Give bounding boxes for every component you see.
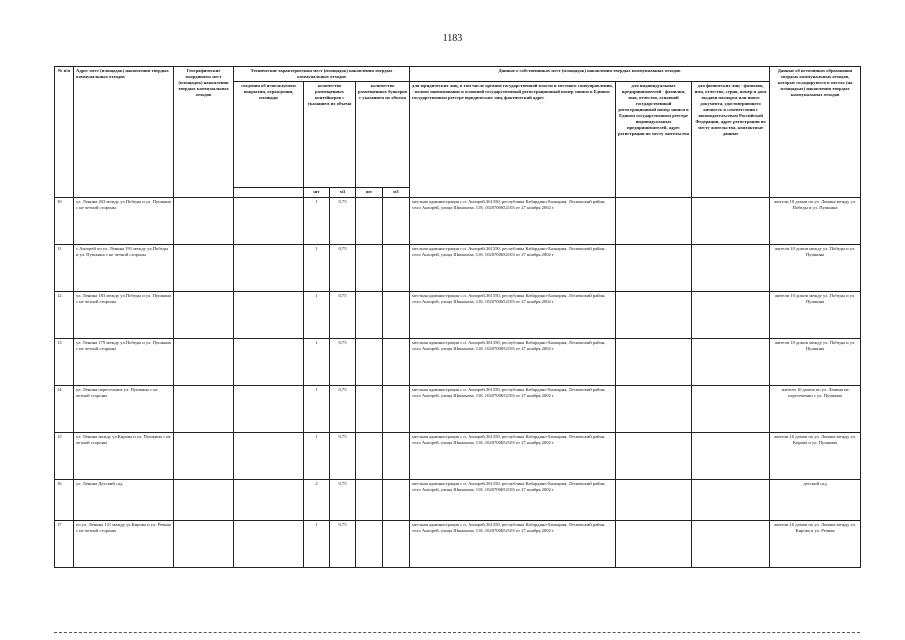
row-owner-ip: [616, 244, 692, 291]
row-owner-phys: [692, 520, 770, 567]
row-count: 1: [304, 197, 330, 244]
row-count: 1: [304, 432, 330, 479]
row-owner-ip: [616, 197, 692, 244]
row-address: ул. Ленина 203 между ул.Победы и ул. Пушкина с не четной стороны: [74, 197, 174, 244]
col-cover-unit: [234, 187, 304, 197]
row-bunker-count: [356, 244, 383, 291]
row-geo: [174, 479, 234, 520]
row-geo: [174, 520, 234, 567]
col-geo-header: Географические координаты мест (площадок) накопления твердых коммунальных отходов: [174, 67, 234, 198]
row-bunker-count: [356, 520, 383, 567]
row-owner-legal: местная администрация с.п. Анзорей,361350, республика Кабардино-Балкария, Лескенский район, село Анзорей, улица Шинахова, 118, 1020700652103 от 27 ноября 2002 г: [410, 197, 616, 244]
row-sources: жители 10 домов по ул. Ленина между ул. Кирова и ул. Речная: [770, 520, 861, 567]
row-volume: 0,75: [330, 432, 356, 479]
row-sources: жители 10 домов по ул. Ленина на пересечении с ул. Пушкина: [770, 385, 861, 432]
row-num: 12: [55, 291, 74, 338]
col-sources-header: Данные об источниках образования твердых коммунальных отходов, которые складируются в местах (на площадках) накопления твердых коммунальных отходов: [770, 67, 861, 198]
row-owner-legal: местная администрация с.п. Анзорей,361350, республика Кабардино-Балкария, Лескенский район, село Анзорей, улица Шинахова, 118, 1020700652103 от 27 ноября 2002 г: [410, 338, 616, 385]
row-num: 15: [55, 432, 74, 479]
row-address: ул. Ленина Детский сад: [74, 479, 174, 520]
row-bunker-volume: [383, 244, 410, 291]
row-volume: 0,75: [330, 244, 356, 291]
row-cover: [234, 244, 304, 291]
row-bunker-volume: [383, 291, 410, 338]
row-bunker-volume: [383, 385, 410, 432]
table-row: [55, 197, 861, 244]
row-bunker-volume: [383, 520, 410, 567]
row-bunker-count: [356, 479, 383, 520]
col-owner-phys-header: для физических лиц - фамилия, имя, отчество, серия, номер и дата выдачи паспорта или иного документа, удостоверяющего личность в соответствии с законодательством Российской Федерации, адрес регистрации по месту жительства, контактные данные: [692, 81, 770, 197]
row-owner-legal: местная администрация с.п. Анзорей,361350, республика Кабардино-Балкария, Лескенский район, село Анзорей, улица Шинахова, 118, 1020700652103 от 27 ноября 2002 г: [410, 291, 616, 338]
row-bunker-count: [356, 385, 383, 432]
table-row: [55, 291, 861, 338]
col-bunker-unit-pcs: шт: [356, 187, 383, 197]
row-cover: [234, 432, 304, 479]
row-cover: [234, 338, 304, 385]
row-bunker-volume: [383, 479, 410, 520]
row-owner-phys: [692, 479, 770, 520]
row-sources: жители 10 домов между ул. Победы и ул. Пушкина: [770, 338, 861, 385]
row-owner-ip: [616, 291, 692, 338]
row-bunker-volume: [383, 197, 410, 244]
row-geo: [174, 244, 234, 291]
row-sources: жители 10 домов между ул. Победы и ул. Пушкина: [770, 291, 861, 338]
row-volume: 0,75: [330, 338, 356, 385]
row-cover: [234, 479, 304, 520]
table-row: [55, 244, 861, 291]
col-count-unit-m3: м3: [330, 187, 356, 197]
table-row: [55, 520, 861, 567]
row-geo: [174, 432, 234, 479]
row-owner-legal: местная администрация с.п. Анзорей,361350, республика Кабардино-Балкария, Лескенский район, село Анзорей, улица Шинахова, 118, 1020700652103 от 27 ноября 2002 г: [410, 479, 616, 520]
row-owner-ip: [616, 432, 692, 479]
row-count: 1: [304, 291, 330, 338]
table-row: [55, 338, 861, 385]
row-owner-ip: [616, 385, 692, 432]
row-count: 2: [304, 479, 330, 520]
col-num-header: № п/п: [55, 67, 74, 198]
row-sources: жители 10 домов по ул. Ленина между ул. Кирова и ул. Пушкина: [770, 432, 861, 479]
row-address: по ул. Ленина 121 между ул.Кирова и ул. Речная с не четной стороны: [74, 520, 174, 567]
row-volume: 0,75: [330, 479, 356, 520]
row-sources: детский сад: [770, 479, 861, 520]
row-cover: [234, 197, 304, 244]
col-owner-header: Данные о собственниках мест (площадок) накопления твердых коммунальных отходов: [410, 67, 770, 82]
row-address: ул. Ленина между ул.Кирова и ул. Пушкина с не четной стороны: [74, 432, 174, 479]
row-geo: [174, 291, 234, 338]
row-bunker-count: [356, 338, 383, 385]
row-num: 10: [55, 197, 74, 244]
row-num: 11: [55, 244, 74, 291]
bottom-rule: [54, 632, 860, 634]
row-volume: 0,75: [330, 520, 356, 567]
row-cover: [234, 520, 304, 567]
row-owner-legal: местная администрация с.п. Анзорей,361350, республика Кабардино-Балкария, Лескенский район, село Анзорей, улица Шинахова, 118, 1020700652103 от 27 ноября 2002 г: [410, 385, 616, 432]
row-owner-phys: [692, 432, 770, 479]
row-num: 14: [55, 385, 74, 432]
header-row-1: [55, 67, 861, 82]
row-address: с Анзорей по ул. Ленина 191 между ул.Победы и ул. Пушкина с не четной стороны: [74, 244, 174, 291]
row-owner-ip: [616, 338, 692, 385]
row-volume: 0,75: [330, 385, 356, 432]
col-count-unit-pcs: шт: [304, 187, 330, 197]
row-geo: [174, 338, 234, 385]
row-bunker-volume: [383, 432, 410, 479]
col-tech-bunker-header: количество размещенных бункеров с указанием их объема: [356, 81, 410, 187]
row-owner-legal: местная администрация с.п. Анзорей,361350, республика Кабардино-Балкария, Лескенский район, село Анзорей, улица Шинахова, 118, 1020700652103 от 27 ноября 2002 г: [410, 432, 616, 479]
row-owner-ip: [616, 479, 692, 520]
row-owner-phys: [692, 385, 770, 432]
row-volume: 0,75: [330, 291, 356, 338]
row-count: 1: [304, 244, 330, 291]
col-tech-cover-header: сведения об используемом покрытии, ограждении, площади: [234, 81, 304, 187]
table-row: [55, 432, 861, 479]
row-bunker-volume: [383, 338, 410, 385]
row-sources: жители 10 домов между ул. Победы и ул. Пушкина: [770, 244, 861, 291]
col-owner-legal-header: для юридических лиц, в том числе органов государственной власти и местного самоуправления, - полное наименование и основной государственный регистрационный номер записи в Едином государственном реестре юридических лиц, фактический адрес: [410, 81, 616, 197]
col-bunker-unit-m3: м3: [383, 187, 410, 197]
page-number: 1183: [442, 33, 463, 44]
row-volume: 0,75: [330, 197, 356, 244]
row-cover: [234, 385, 304, 432]
row-bunker-count: [356, 291, 383, 338]
row-num: 13: [55, 338, 74, 385]
waste-sites-table: [54, 66, 861, 568]
row-owner-phys: [692, 244, 770, 291]
row-num: 17: [55, 520, 74, 567]
row-owner-legal: местная администрация с.п. Анзорей,361350, республика Кабардино-Балкария, Лескенский район, село Анзорей, улица Шинахова, 118, 1020700652103 от 27 ноября 2002 г: [410, 520, 616, 567]
row-owner-phys: [692, 291, 770, 338]
row-cover: [234, 291, 304, 338]
col-owner-ip-header: для индивидуальных предпринимателей - фамилия, имя, отчество, основной государственный регистрационный номер записи в Едином государственном реестре индивидуальных предпринимателей, адрес регистрации по месту жительства: [616, 81, 692, 197]
row-address: ул. Ленина 179 между ул.Победы и ул. Пушкина с не четной стороны: [74, 338, 174, 385]
row-owner-ip: [616, 520, 692, 567]
row-owner-phys: [692, 338, 770, 385]
table-row: [55, 385, 861, 432]
row-bunker-count: [356, 197, 383, 244]
row-count: 1: [304, 385, 330, 432]
row-address: ул. Ленина пересечение ул. Пушкина с не четной стороны: [74, 385, 174, 432]
row-geo: [174, 385, 234, 432]
row-count: 1: [304, 338, 330, 385]
row-bunker-count: [356, 432, 383, 479]
row-owner-phys: [692, 197, 770, 244]
row-num: 16: [55, 479, 74, 520]
row-count: 1: [304, 520, 330, 567]
row-geo: [174, 197, 234, 244]
row-owner-legal: местная администрация с.п. Анзорей,361350, республика Кабардино-Балкария, Лескенский район, село Анзорей, улица Шинахова, 118, 1020700652103 от 27 ноября 2002 г: [410, 244, 616, 291]
col-address-header: Адрес мест (площадок) накопления твердых коммунальных отходов: [74, 67, 174, 198]
row-address: ул. Ленина 183 между ул.Победы и ул. Пушкина с не четной стороны: [74, 291, 174, 338]
row-sources: жители 10 домов по ул. Ленина между ул. Победы и ул. Пушкина: [770, 197, 861, 244]
col-tech-count-header: количество размещенных контейнеров с указанием их объема: [304, 81, 356, 187]
col-tech-header: Технические характеристики мест (площадок) накопления твердых коммунальных отходов: [234, 67, 410, 82]
table-row: [55, 479, 861, 520]
